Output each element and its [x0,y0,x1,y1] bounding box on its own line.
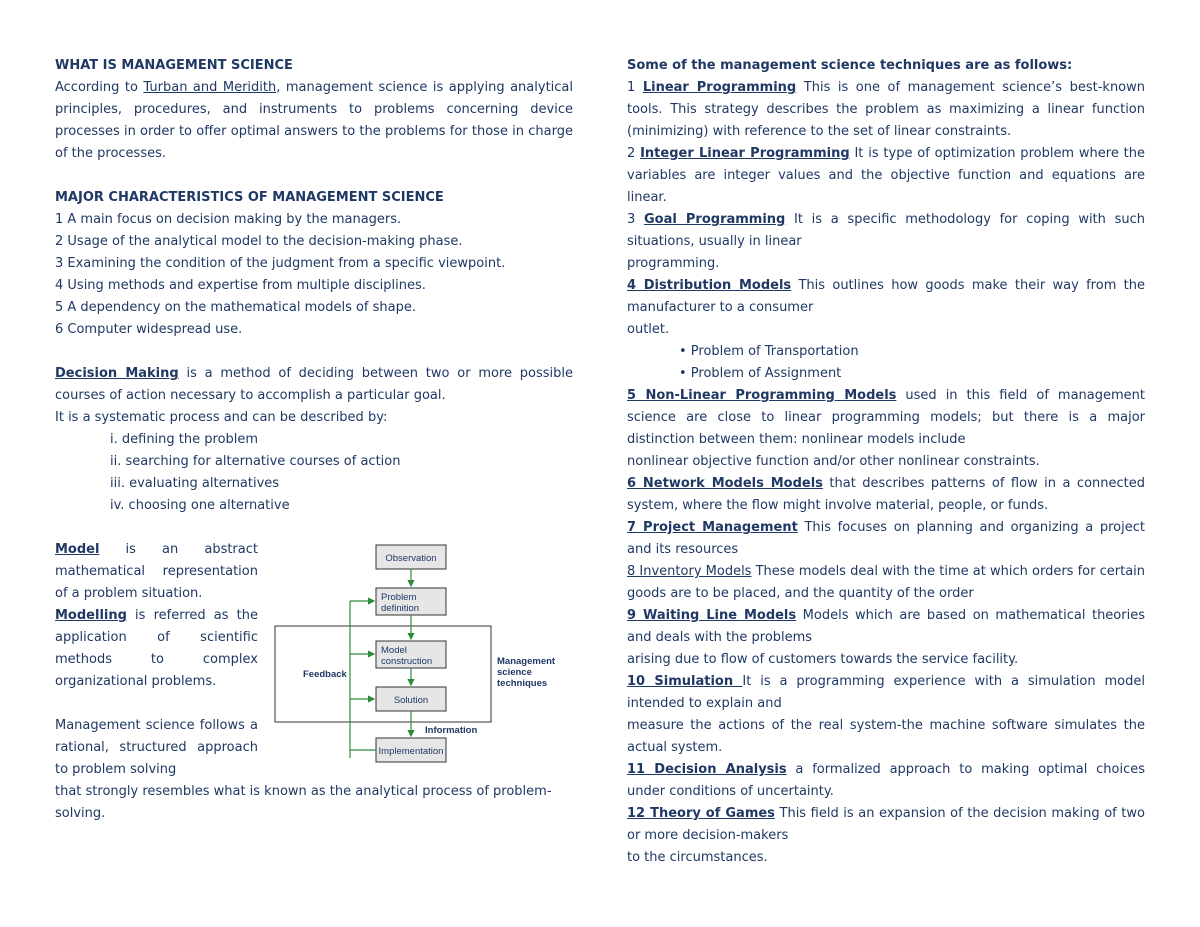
technique-10-cont: measure the actions of the real system-the machine software simulates the actual system. [627,718,1145,755]
technique-4-cont: outlet. [627,322,670,337]
solution-box [376,687,446,711]
mst-label-1: Management [497,656,556,667]
observation-label: Observation [385,553,437,564]
technique-text: These models deal with the time at which orders for certain goods are to be placed, and the quantity of the order [627,564,1146,601]
heading-techniques: Some of the management science techniques are as follows: [627,58,1073,73]
technique-9-cont: arising due to flow of customers towards the service facility. [627,652,1019,667]
technique-number: 2 [627,146,641,161]
technique-8 [627,561,1145,605]
characteristic-item: 3 Examining the condition of the judgment from a specific viewpoint. [55,256,506,271]
technique-term: Linear Programming [642,80,797,95]
technique-2 [627,143,1145,209]
technique-term: 7 Project Management [627,520,798,535]
bullet-item: • Problem of Transportation [679,344,859,359]
management-science-process-diagram [273,538,563,768]
modelling-paragraph [55,605,258,693]
technique-5-cont: nonlinear objective function and/or other nonlinear constraints. [627,454,1040,469]
technique-text: This is one of management science’s best-known tools. This strategy describes the problem as maximizing a linear function (minimizing) with reference to the set of linear constraints. [627,80,1146,139]
technique-12-cont: to the circumstances. [627,850,768,865]
mst-label-3: techniques [497,678,548,689]
dm-step: iii. evaluating alternatives [110,476,280,491]
intro-text-a: According to [55,80,144,95]
technique-3-cont: programming. [627,256,720,271]
technique-9 [627,605,1145,649]
construction-label: construction [381,656,433,667]
technique-term: 8 Inventory Models [627,564,752,579]
technique-term: 11 Decision Analysis [627,762,787,777]
technique-term: 4 Distribution Models [627,278,792,293]
model-construction-box [376,641,446,668]
follows-paragraph-a: Management science follows a rational, structured approach to problem solving [55,718,258,777]
model-term: Model [55,542,100,557]
technique-number: 1 [627,80,643,95]
problem-label: Problem [381,592,417,603]
characteristic-item: 5 A dependency on the mathematical models of shape. [55,300,416,315]
technique-1 [627,77,1145,143]
technique-term: 12 Theory of Games [627,806,775,821]
technique-6 [627,473,1145,517]
technique-term: 6 Network Models Models [627,476,823,491]
technique-term: 10 Simulation [627,674,743,689]
characteristic-item: 1 A main focus on decision making by the managers. [55,212,402,227]
technique-text: It is a programming experience with a simulation model intended to explain and [627,674,1145,711]
modelling-term: Modelling [55,608,127,623]
technique-text: It is a specific methodology for coping with such situations, usually in linear [627,212,1145,249]
characteristic-item: 4 Using methods and expertise from multiple disciplines. [55,278,426,293]
technique-text: This field is an expansion of the decision making of two or more decision-makers [627,806,1145,843]
technique-text: This focuses on planning and organizing a project and its resources [627,520,1145,557]
follows-paragraph-b: that strongly resembles what is known as the analytical process of problem-solving. [55,784,552,821]
right-column [627,55,1145,869]
bullet-item: • Problem of Assignment [679,366,842,381]
technique-term: 5 Non-Linear Programming Models [627,388,897,403]
technique-7 [627,517,1145,561]
technique-number: 3 [627,212,644,227]
technique-text: It is type of optimization problem where the variables are integer values and the objective function and equations are linear. [627,146,1145,205]
systematic-process-line: It is a systematic process and can be described by: [55,410,388,425]
intro-text-b: , management science is applying analytical principles, procedures, and instruments to problems concerning device processes in order to offer optimal answers to the problems for those in charge of the processes. [55,80,574,161]
technique-text: that describes patterns of flow in a connected system, where the flow might involve material, people, or funds. [627,476,1146,513]
model-label: Model [381,645,407,656]
decision-making-text: is a method of deciding between two or more possible courses of action necessary to accomplish a particular goal. [55,366,574,403]
technique-term: Integer Linear Programming [640,146,850,161]
technique-10 [627,671,1145,715]
heading-what-is-ms: WHAT IS MANAGEMENT SCIENCE [55,58,293,73]
information-label: Information [425,725,478,736]
problem-definition-box [376,588,446,615]
implementation-label: Implementation [378,746,444,757]
technique-text: used in this field of management science are close to linear programming models; but there is a major distinction between them: nonlinear models include [627,388,1145,447]
mst-label-2: science [497,667,532,678]
heading-major-characteristics: MAJOR CHARACTERISTICS OF MANAGEMENT SCIENCE [55,190,444,205]
model-text-block [55,539,258,781]
technique-term: 9 Waiting Line Models [627,608,797,623]
characteristic-item: 2 Usage of the analytical model to the decision-making phase. [55,234,463,249]
model-paragraph [55,539,258,605]
modelling-text: is referred as the application of scientific methods to complex organizational problems. [55,608,258,689]
technique-text: This outlines how goods make their way from the manufacturer to a consumer [627,278,1146,315]
intro-paragraph [55,77,573,165]
dm-step: ii. searching for alternative courses of action [110,454,401,469]
technique-12 [627,803,1145,847]
implementation-box [376,738,446,762]
dm-step: i. defining the problem [110,432,259,447]
solution-label: Solution [393,695,429,706]
technique-term: Goal Programming [643,212,786,227]
dm-step: iv. choosing one alternative [110,498,290,513]
technique-text: a formalized approach to making optimal choices under conditions of uncertainty. [627,762,1145,799]
technique-5 [627,385,1145,451]
definition-label: definition [381,603,420,614]
technique-text: Models which are based on mathematical theories and deals with the problems [627,608,1145,645]
decision-making-term: Decision Making [55,366,179,381]
observation-box [376,545,446,569]
technique-3 [627,209,1145,253]
turban-meridith-link[interactable]: Turban and Meridith [143,80,277,95]
model-text: is an abstract mathematical representation of a problem situation. [55,542,258,601]
characteristic-item: 6 Computer widespread use. [55,322,243,337]
feedback-label: Feedback [303,669,347,680]
decision-making-paragraph [55,363,573,407]
technique-4 [627,275,1145,319]
technique-11 [627,759,1145,803]
